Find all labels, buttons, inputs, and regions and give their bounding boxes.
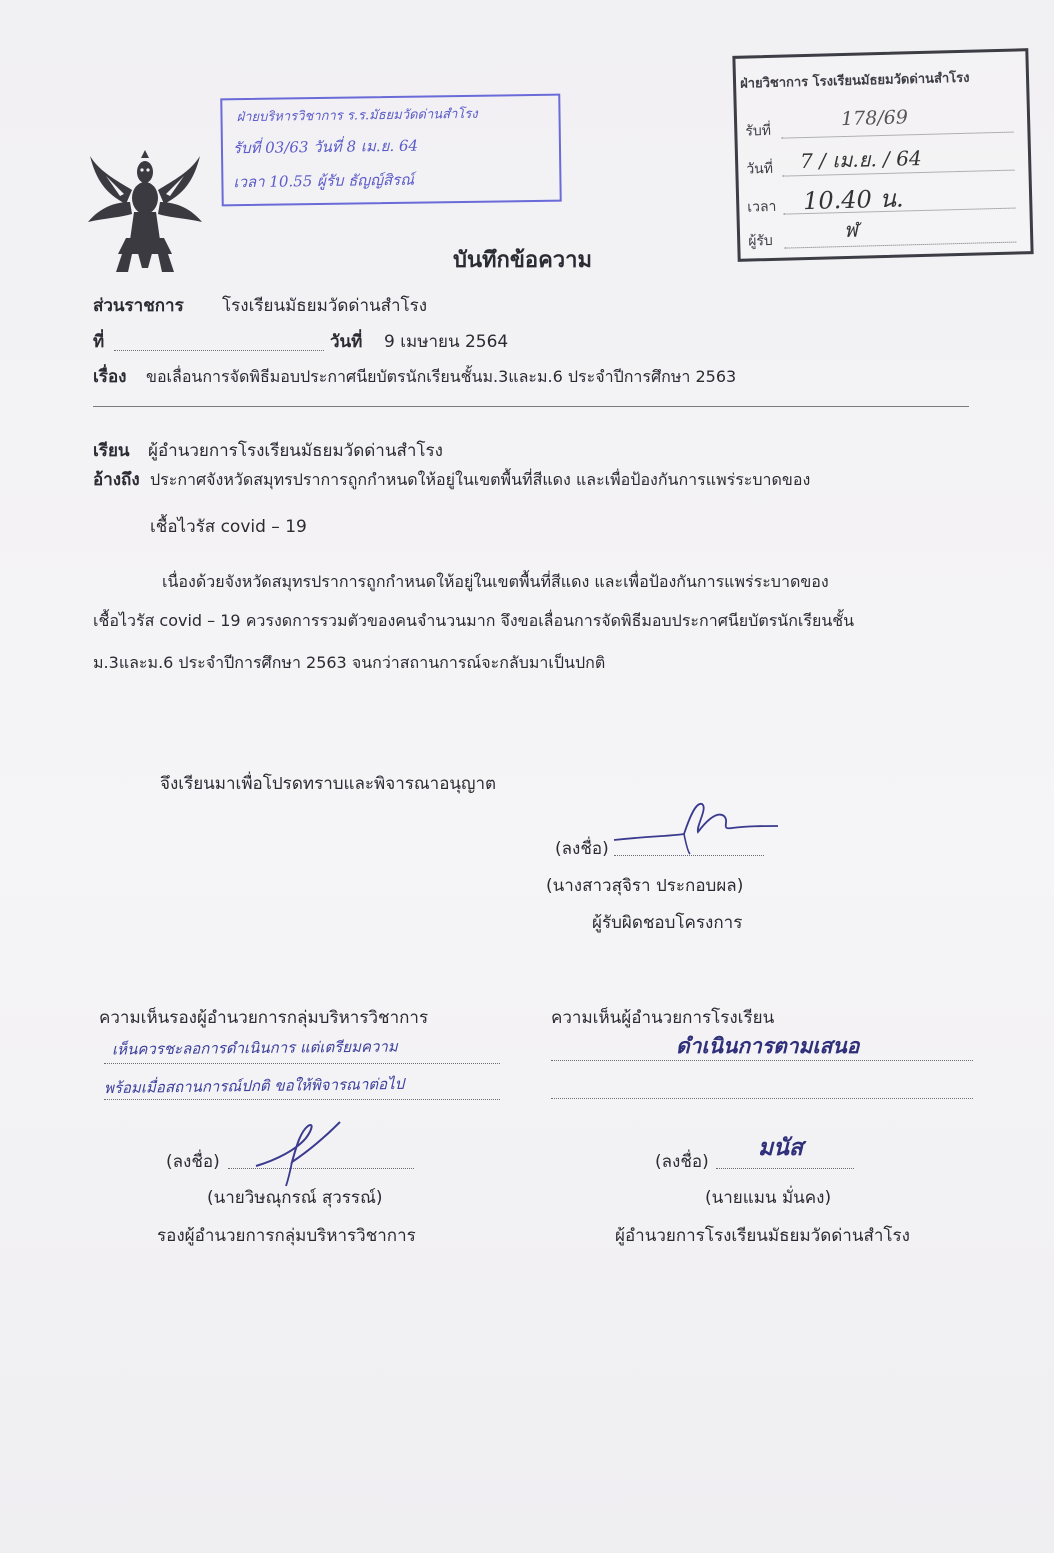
stamp-right-time-value: 10.40 น. — [802, 184, 904, 216]
director-handwriting-line1: ดำเนินการตามเสนอ — [676, 1033, 860, 1058]
stamp-left-line1: ฝ่ายบริหารวิชาการ ร.ร.มัธยมวัดด่านสำโรง — [236, 106, 478, 126]
deputy-handwriting-line2: พร้อมเมื่อสถานการณ์ปกติ ขอให้พิจารณาต่อไป — [103, 1074, 405, 1098]
signer-position: ผู้รับผิดชอบโครงการ — [592, 913, 743, 933]
deputy-handwriting-line1: เห็นควรชะลอการดำเนินการ แต่เตรียมความ — [111, 1037, 398, 1059]
to-value: ผู้อำนวยการโรงเรียนมัธยมวัดด่านสำโรง — [148, 441, 443, 461]
reference-number-line — [114, 350, 324, 351]
deputy-name: (นายวิษณุกรณ์ สุวรรณ์) — [207, 1188, 383, 1208]
director-position: ผู้อำนวยการโรงเรียนมัธยมวัดด่านสำโรง — [615, 1226, 910, 1246]
agency-value: โรงเรียนมัธยมวัดด่านสำโรง — [222, 296, 428, 316]
reference-number-label: ที่ — [93, 332, 105, 352]
stamp-right-recv-line — [782, 132, 1014, 139]
stamp-left-line2: รับที่ 03/63 วันที่ 8 เม.ย. 64 — [232, 136, 419, 158]
director-opinion-line2 — [551, 1098, 973, 1099]
stamp-right-date-value: 7 / เม.ย. / 64 — [799, 145, 922, 174]
deputy-sign-label: (ลงชื่อ) — [166, 1152, 220, 1172]
stamp-right-time-label: เวลา — [747, 198, 777, 216]
stamp-right-date-label: วันที่ — [746, 160, 774, 178]
signer-name: (นางสาวสุจิรา ประกอบผล) — [546, 876, 744, 896]
director-signature: มนัส — [758, 1134, 803, 1161]
received-stamp-left — [220, 94, 561, 207]
to-label: เรียน — [93, 441, 130, 461]
reference-label: อ้างถึง — [93, 470, 140, 490]
reference-line1: ประกาศจังหวัดสมุทรปราการถูกกำหนดให้อยู่ในเขตพื้นที่สีแดง และเพื่อป้องกันการแพร่ระบาดของ — [150, 470, 811, 489]
stamp-right-recv-label: รับที่ — [745, 122, 772, 140]
garuda-emblem-icon — [86, 150, 204, 276]
deputy-signature — [252, 1112, 362, 1188]
signer-signature — [612, 796, 782, 856]
deputy-opinion-label: ความเห็นรองผู้อำนวยการกลุ่มบริหารวิชาการ — [99, 1008, 429, 1028]
page-title: บันทึกข้อความ — [453, 248, 593, 273]
director-sign-line — [716, 1168, 854, 1169]
closing-line: จึงเรียนมาเพื่อโปรดทราบและพิจารณาอนุญาต — [160, 774, 497, 794]
date-value: 9 เมษายน 2564 — [384, 332, 509, 352]
received-stamp-right — [732, 48, 1033, 262]
body-line2: เชื้อไวรัส covid – 19 ควรงดการรวมตัวของคนจำนวนมาก จึงขอเลื่อนการจัดพิธีมอบประกาศนียบัตรนักเรียนชั้น — [93, 611, 855, 630]
deputy-opinion-line1 — [104, 1063, 500, 1064]
director-opinion-label: ความเห็นผู้อำนวยการโรงเรียน — [551, 1008, 775, 1028]
signer-sign-label: (ลงชื่อ) — [555, 839, 609, 859]
date-label: วันที่ — [330, 332, 363, 352]
stamp-right-title: ฝ่ายวิชาการ โรงเรียนมัธยมวัดด่านสำโรง — [739, 70, 970, 92]
stamp-right-receiver-value: ฬ — [843, 217, 858, 243]
header-divider — [93, 406, 969, 407]
subject-value: ขอเลื่อนการจัดพิธีมอบประกาศนียบัตรนักเรียนชั้นม.3และม.6 ประจำปีการศึกษา 2563 — [146, 367, 737, 386]
body-line1: เนื่องด้วยจังหวัดสมุทรปราการถูกกำหนดให้อยู่ในเขตพื้นที่สีแดง และเพื่อป้องกันการแพร่ระบาดของ — [162, 572, 829, 591]
director-name: (นายแมน มั่นคง) — [705, 1188, 832, 1208]
reference-line2: เชื้อไวรัส covid – 19 — [150, 517, 307, 537]
body-line3: ม.3และม.6 ประจำปีการศึกษา 2563 จนกว่าสถานการณ์จะกลับมาเป็นปกติ — [93, 653, 606, 672]
stamp-right-recv-value: 178/69 — [840, 106, 909, 131]
subject-label: เรื่อง — [93, 367, 127, 387]
stamp-right-receiver-line — [784, 242, 1016, 249]
stamp-right-receiver-label: ผู้รับ — [748, 232, 774, 250]
stamp-left-line3: เวลา 10.55 ผู้รับ ธัญญ์สิรณ์ — [233, 170, 415, 192]
agency-label: ส่วนราชการ — [93, 296, 184, 316]
deputy-position: รองผู้อำนวยการกลุ่มบริหารวิชาการ — [157, 1226, 416, 1246]
director-sign-label: (ลงชื่อ) — [655, 1152, 709, 1172]
